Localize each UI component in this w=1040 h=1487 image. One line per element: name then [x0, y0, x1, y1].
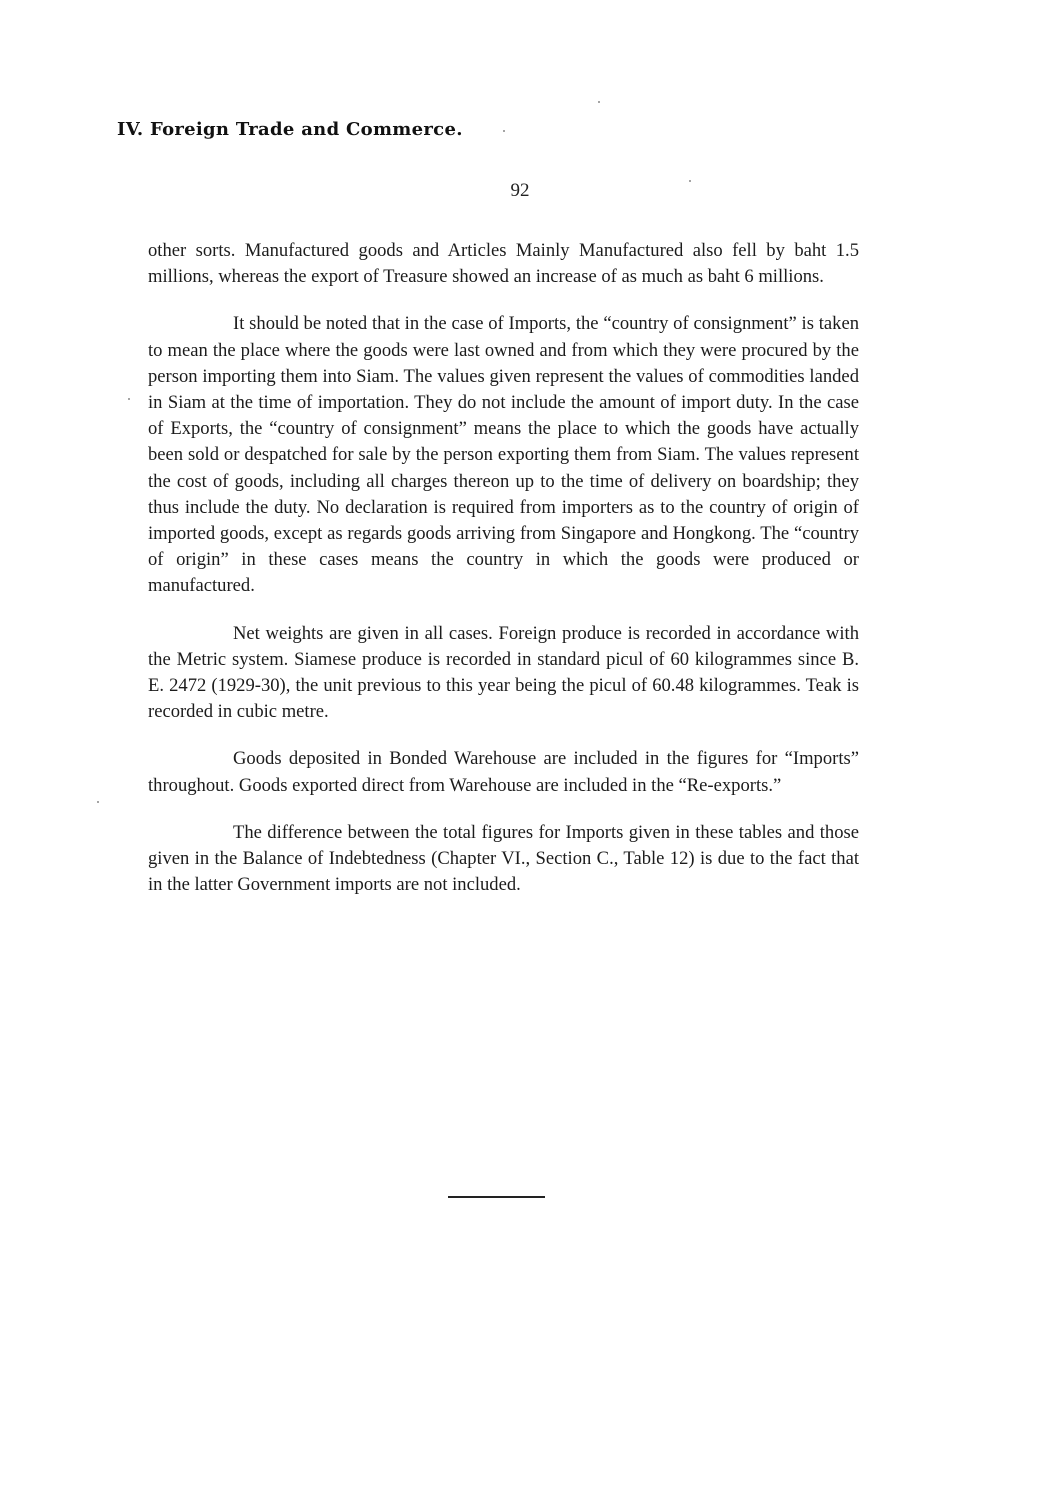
paragraph-difference-in-totals: The difference between the total figures for Imports given in these tables and those given in the Balance of Indebtedness (Chapter VI., Section C., Table 12) is due to the fact that in the latter Government imports are not included.: [148, 821, 859, 896]
end-rule-divider: [448, 1196, 545, 1198]
paragraph-continuation: other sorts. Manufactured goods and Articles Mainly Manufactured also fell by baht 1.5 millions, whereas the export of Treasure showed an increase of as much as baht 6 millions.: [148, 240, 859, 288]
paragraph-bonded-warehouse: Goods deposited in Bonded Warehouse are included in the figures for “Imports” throughout. Goods exported direct from Warehouse are included in the “Re-exports.”: [148, 748, 859, 796]
section-heading: IV. Foreign Trade and Commerce.: [117, 119, 463, 140]
scan-speck: [97, 801, 99, 803]
paragraph-country-of-consignment: It should be noted that in the case of Imports, the “country of consignment” is taken to mean the place where the goods were last owned and from which they were procured by the person importing them into Siam. The values given represent the values of commodities landed in Siam at the time of importation. They do not include the amount of import duty. In the case of Exports, the “country of consignment” means the place to which the goods have actually been sold or despatched for sale by the person exporting them from Siam. The values represent the cost of goods, including all charges thereon up to the time of delivery on boardship; they thus include the duty. No declaration is required from importers as to the country of origin of imported goods, except as regards goods arriving from Singapore and Hongkong. The “country of origin” in these cases means the country in which the goods were produced or manufactured.: [148, 313, 859, 597]
body-text: [148, 238, 859, 919]
scan-speck: [503, 130, 505, 132]
scan-speck: [128, 398, 130, 400]
page-number: 92: [510, 180, 530, 201]
paragraph-net-weights: Net weights are given in all cases. Foreign produce is recorded in accordance with the Metric system. Siamese produce is recorded in standard picul of 60 kilogrammes since B. E. 2472 (1929-30), the unit previous to this year being the picul of 60.48 kilogrammes. Teak is recorded in cubic metre.: [148, 622, 859, 723]
scan-speck: [598, 101, 600, 103]
scan-speck: [689, 180, 691, 182]
